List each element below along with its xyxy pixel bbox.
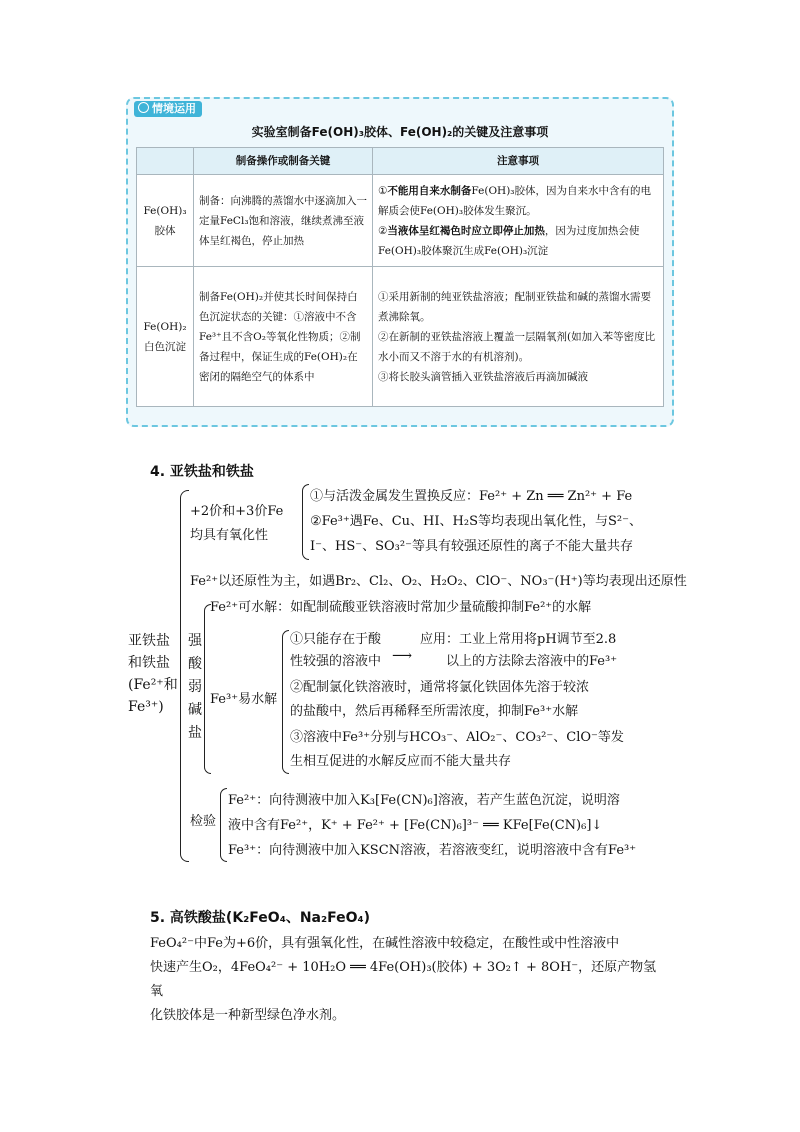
oxidation-brace xyxy=(302,484,309,560)
hydrolysis-label xyxy=(187,630,203,745)
oxidation-items xyxy=(310,484,642,559)
root-label xyxy=(128,630,178,718)
table-title: 实验室制备Fe(OH)₃胶体、Fe(OH)₂的关键及注意事项 xyxy=(251,125,549,139)
fe3-brace xyxy=(282,630,289,774)
table-header-row xyxy=(137,148,664,175)
scenario-tag xyxy=(134,101,202,117)
test-item: Fe²⁺：向待测液中加入K₃[Fe(CN)₆]溶液，若产生蓝色沉淀，说明溶 xyxy=(228,793,620,808)
hydrolysis-char: 弱 xyxy=(188,679,202,695)
preparation-table xyxy=(136,147,664,407)
test-items xyxy=(228,788,636,863)
arrow-right-icon: ⟶ xyxy=(392,648,413,664)
row-head-line: 白色沉淀 xyxy=(144,340,186,353)
scenario-box xyxy=(126,97,674,427)
table-row xyxy=(137,267,664,407)
fe2-hydrolysis: Fe²⁺可水解：如配制硫酸亚铁溶液时常加少量硫酸抑制Fe²⁺的水解 xyxy=(210,600,592,615)
table-header-empty xyxy=(137,148,194,175)
paragraph-line: 化铁胶体是一种新型绿色净水剂。 xyxy=(150,1008,346,1023)
root-line: 和铁盐 xyxy=(128,655,170,671)
note-item: ②在新制的亚铁盐溶液上覆盖一层隔氧剂(如加入苯等密度比水小而又不溶于水的有机溶剂)。 xyxy=(378,330,656,363)
note-item: ①采用新制的纯亚铁盐溶液；配制亚铁盐和碱的蒸馏水需要煮沸除氧。 xyxy=(378,290,651,323)
row-ops: 制备：向沸腾的蒸馏水中逐滴加入一定量FeCl₃饱和溶液，继续煮沸至液体呈红褐色，停止加热 xyxy=(194,175,373,267)
test-item: 液中含有Fe²⁺，K⁺ + Fe²⁺ + [Fe(CN)₆]³⁻ ══ KFe[Fe(CN)₆]↓ xyxy=(228,818,603,833)
row-ops: 制备Fe(OH)₂并使其长时间保持白色沉淀状态的关键：①溶液中不含Fe³⁺且不含O₂等氧化性物质；②制备过程中，保证生成的Fe(OH)₂在密闭的隔绝空气的体系中 xyxy=(194,267,373,407)
row-head-line: Fe(OH)₂ xyxy=(143,320,187,333)
note-item: ①不能用自来水制备Fe(OH)₃胶体，因为自来水中含有的电解质会使Fe(OH)₃胶体发生聚沉。 xyxy=(378,184,652,217)
fe3-item: 性较强的溶液中 xyxy=(290,654,382,669)
note-item: ②当液体呈红褐色时应立即停止加热，因为过度加热会使Fe(OH)₃胶体聚沉生成Fe(OH)₃沉淀 xyxy=(378,224,640,257)
fe3-item: 的盐酸中，然后再稀释至所需浓度，抑制Fe³⁺水解 xyxy=(290,704,579,719)
test-item: Fe³⁺：向待测液中加入KSCN溶液，若溶液变红，说明溶液中含有Fe³⁺ xyxy=(228,843,637,858)
row-notes xyxy=(373,175,664,267)
hydrolysis-char: 盐 xyxy=(188,725,202,741)
hydrolysis-char: 酸 xyxy=(188,656,202,672)
fe3-application: 以上的方法除去溶液中的Fe³⁺ xyxy=(446,654,618,669)
row-head-line: 胶体 xyxy=(154,224,176,237)
section-4-title: 4. 亚铁盐和铁盐 xyxy=(150,464,254,480)
section-5-title: 5. 高铁酸盐(K₂FeO₄、Na₂FeO₄) xyxy=(150,910,371,926)
paragraph-line: FeO₄²⁻中Fe为+6价，具有强氧化性，在碱性溶液中较稳定，在酸性或中性溶液中 xyxy=(150,936,620,951)
note-item: ③将长胶头滴管插入亚铁盐溶液后再滴加碱液 xyxy=(378,370,588,383)
row-head xyxy=(137,175,194,267)
test-brace xyxy=(220,788,227,862)
root-line: Fe³⁺) xyxy=(128,699,164,715)
table-row xyxy=(137,175,664,267)
fe3-item: ③溶液中Fe³⁺分别与HCO₃⁻、AlO₂⁻、CO₃²⁻、ClO⁻等发 xyxy=(290,730,624,745)
hydrolysis-brace xyxy=(204,604,211,774)
fe3-item: ②配制氯化铁溶液时，通常将氯化铁固体先溶于较浓 xyxy=(290,680,590,695)
hydrolysis-char: 碱 xyxy=(188,702,202,718)
root-line: 亚铁盐 xyxy=(128,633,170,649)
fe3-application: 应用：工业上常用将pH调节至2.8 xyxy=(420,632,617,647)
table-header-ops: 制备操作或制备关键 xyxy=(194,148,373,175)
oxidation-label-line: +2价和+3价Fe xyxy=(190,504,284,519)
row-notes xyxy=(373,267,664,407)
oxidation-item: I⁻、HS⁻、SO₃²⁻等具有较强还原性的离子不能大量共存 xyxy=(310,539,633,554)
row-head xyxy=(137,267,194,407)
lightbulb-icon xyxy=(138,102,149,113)
reduction-line: Fe²⁺以还原性为主，如遇Br₂、Cl₂、O₂、H₂O₂、ClO⁻、NO₃⁻(H⁺)等均表现出还原性 xyxy=(190,574,687,589)
fe3-hydrolysis-label: Fe³⁺易水解 xyxy=(210,692,278,707)
oxidation-item: ①与活泼金属发生置换反应：Fe²⁺ + Zn ══ Zn²⁺ + Fe xyxy=(310,489,633,504)
scenario-tag-label: 情境运用 xyxy=(152,102,196,115)
test-label: 检验 xyxy=(190,814,217,829)
oxidation-label-line: 均具有氧化性 xyxy=(190,528,269,543)
oxidation-label xyxy=(190,500,283,548)
row-head-line: Fe(OH)₃ xyxy=(143,204,187,217)
hydrolysis-char: 强 xyxy=(188,633,202,649)
fe3-item: 生相互促进的水解反应而不能大量共存 xyxy=(290,754,512,769)
fe3-item: ①只能存在于酸 xyxy=(290,632,382,647)
root-line: (Fe²⁺和 xyxy=(128,677,178,693)
section-5-paragraph xyxy=(150,932,660,1028)
oxidation-item: ②Fe³⁺遇Fe、Cu、HI、H₂S等均表现出氧化性，与S²⁻、 xyxy=(310,514,642,529)
table-header-notes: 注意事项 xyxy=(373,148,664,175)
paragraph-line: 快速产生O₂，4FeO₄²⁻ + 10H₂O ══ 4Fe(OH)₃(胶体) + 3O₂↑ + 8OH⁻，还原产物氢氧 xyxy=(150,960,657,999)
